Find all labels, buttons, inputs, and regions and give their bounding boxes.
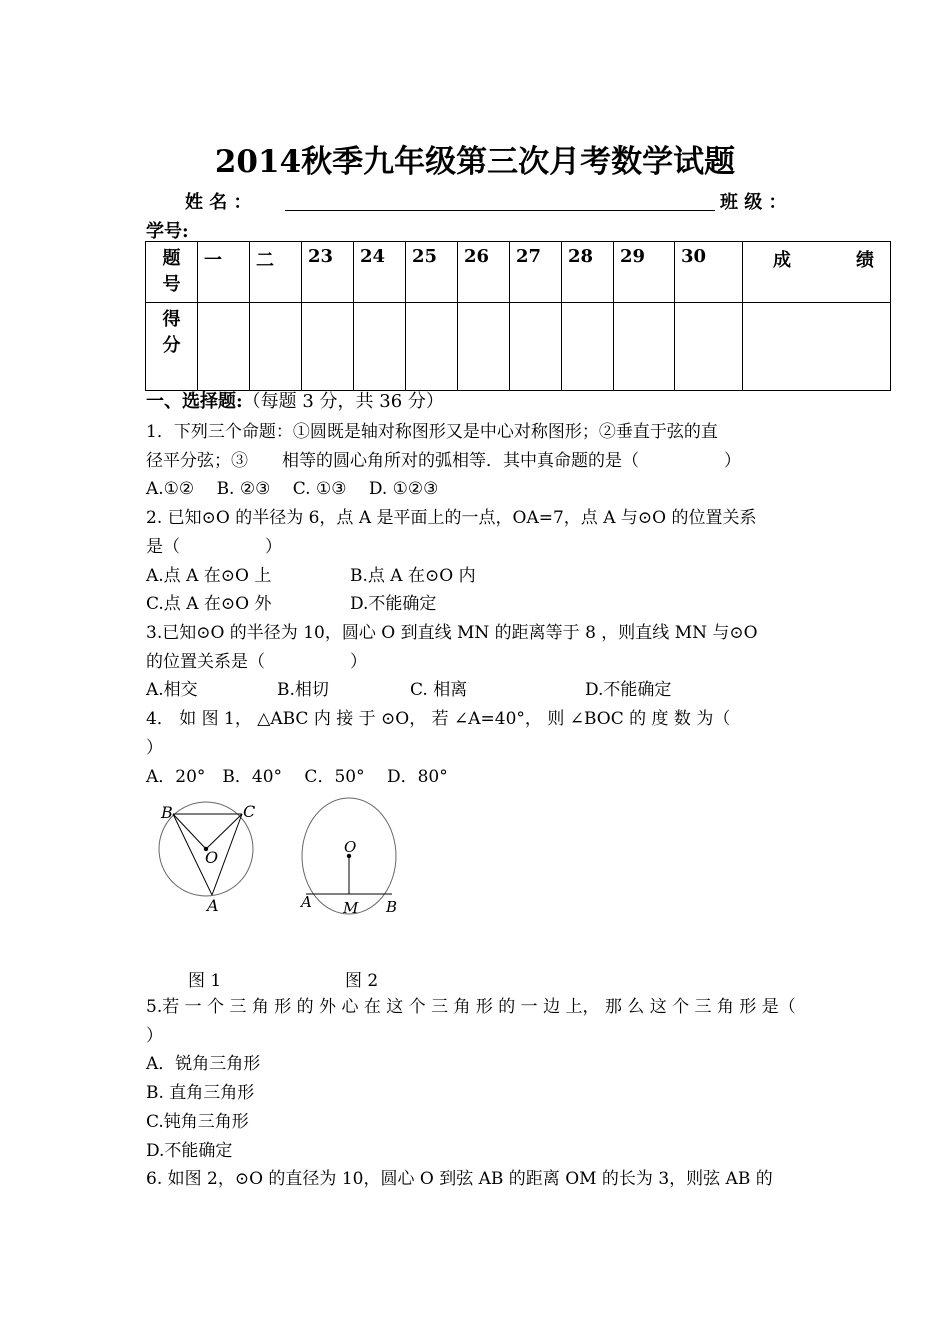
figure-1-point-c: C	[243, 802, 256, 821]
score-cell[interactable]	[198, 303, 250, 391]
q3-line2: 的位置关系是（ ）	[146, 652, 367, 672]
section-title: 一、选择题:	[146, 391, 243, 412]
score-cell[interactable]	[562, 303, 614, 391]
score-cell[interactable]	[510, 303, 562, 391]
figure-2-caption: 图 2	[345, 971, 379, 991]
q2-option-a: A.点 A 在⊙O 上	[146, 566, 272, 586]
score-cell[interactable]	[302, 303, 354, 391]
header-cell: 23	[302, 242, 354, 303]
figure-2-point-m: M	[343, 899, 359, 917]
score-cell-total[interactable]	[743, 303, 891, 391]
page-title: 2014秋季九年级第三次月考数学试题	[214, 144, 736, 180]
header-cell: 二	[250, 242, 302, 303]
class-label: 班 级 ：	[720, 192, 787, 213]
header-cell: 28	[562, 242, 614, 303]
figure-1-point-a: A	[207, 896, 219, 915]
q5-option-c: C.钝角三角形	[146, 1112, 249, 1132]
q2-option-b: B.点 A 在⊙O 内	[350, 566, 476, 586]
score-row-label: 得分	[146, 303, 198, 391]
q1-line1: 1．下列三个命题：①圆既是轴对称图形又是中心对称图形；②垂直于弦的直	[146, 422, 718, 442]
q3-option-c: C. 相离	[410, 680, 468, 700]
header-cell: 29	[614, 242, 675, 303]
q4-line1: 4． 如 图 1， △ABC 内 接 于 ⊙O， 若 ∠A=40°， 则 ∠BOC 的 度 数 为（	[146, 709, 731, 729]
q3-line1: 3.已知⊙O 的半径为 10，圆心 O 到直线 MN 的距离等于 8 ，则直线 MN 与⊙O	[146, 623, 758, 643]
q5-option-a: A．锐角三角形	[146, 1054, 261, 1074]
q5-option-d: D.不能确定	[146, 1141, 233, 1161]
q3-option-a: A.相交	[146, 680, 198, 700]
q4-options: A．20° B．40° C．50° D．80°	[146, 767, 448, 787]
header-cell: 一	[198, 242, 250, 303]
name-label: 姓 名 ：	[185, 192, 252, 213]
q2-option-c: C.点 A 在⊙O 外	[146, 594, 272, 614]
header-cell: 24	[354, 242, 406, 303]
q5-option-b: B. 直角三角形	[146, 1083, 255, 1103]
figure-1-point-b: B	[161, 803, 173, 822]
q2-option-d: D.不能确定	[350, 594, 437, 614]
figure-1-caption: 图 1	[188, 971, 222, 991]
section-heading	[146, 390, 444, 414]
q2-line1: 2. 已知⊙O 的半径为 6，点 A 是平面上的一点，OA=7，点 A 与⊙O 的位置关系	[146, 508, 757, 528]
figure-2-point-o: O	[344, 838, 357, 856]
score-cell[interactable]	[250, 303, 302, 391]
score-cell[interactable]	[354, 303, 406, 391]
q4-line2: ）	[146, 738, 163, 758]
q2-line2: 是（ ）	[146, 537, 282, 557]
q5-line1: 5.若 一 个 三 角 形 的 外 心 在 这 个 三 角 形 的 一 边 上， 那 么 这 个 三 角 形 是（	[146, 997, 796, 1017]
score-cell[interactable]	[458, 303, 510, 391]
q6-line1: 6. 如图 2，⊙O 的直径为 10，圆心 O 到弦 AB 的距离 OM 的长为 3，则弦 AB 的	[146, 1169, 773, 1189]
q1-line2: 径平分弦；③ 相等的圆心角所对的弧相等．其中真命题的是（ ）	[146, 451, 741, 471]
section-note: （每题 3 分，共 36 分）	[242, 391, 444, 412]
score-table-header-row	[146, 242, 891, 303]
header-cell: 27	[510, 242, 562, 303]
q5-line2: ）	[146, 1026, 163, 1046]
figure-2-point-b: B	[386, 898, 398, 916]
score-cell[interactable]	[406, 303, 458, 391]
score-table	[145, 241, 891, 391]
q3-option-b: B.相切	[277, 680, 329, 700]
header-cell: 25	[406, 242, 458, 303]
student-id-label: 学号:	[146, 221, 189, 242]
header-cell-total: 成 绩	[743, 242, 891, 303]
score-table-score-row	[146, 303, 891, 391]
figure-1-point-o: O	[205, 848, 219, 867]
name-blank-line	[285, 210, 715, 211]
header-cell: 30	[675, 242, 743, 303]
header-cell-question-number: 题号	[146, 242, 198, 303]
header-cell: 26	[458, 242, 510, 303]
q1-options: A.①② B. ②③ C. ①③ D. ①②③	[146, 479, 439, 499]
q3-option-d: D.不能确定	[585, 680, 672, 700]
figure-2-point-a: A	[301, 893, 312, 911]
score-cell[interactable]	[614, 303, 675, 391]
score-cell[interactable]	[675, 303, 743, 391]
